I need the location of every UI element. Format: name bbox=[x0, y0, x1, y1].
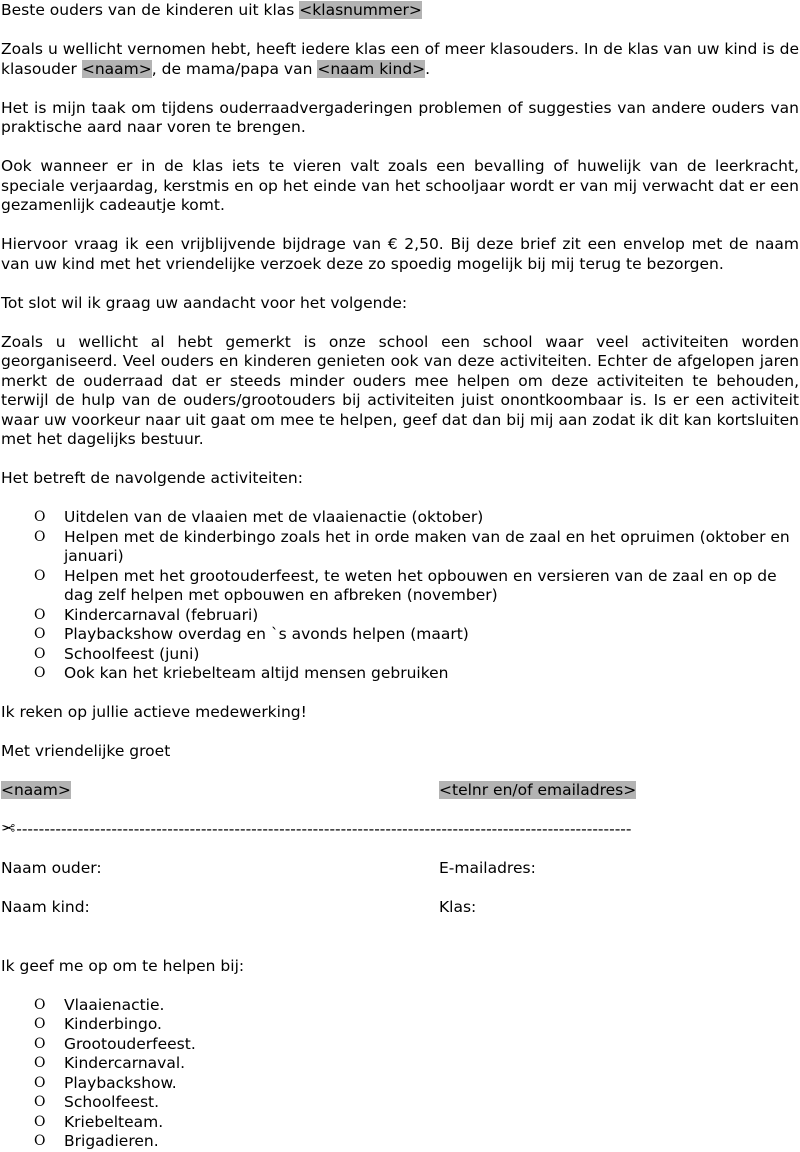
activity-text: Kindercarnaval (februari) bbox=[64, 605, 259, 624]
option-label: Kindercarnaval. bbox=[64, 1054, 186, 1072]
bullet-icon: O bbox=[34, 528, 46, 545]
list-item bbox=[1, 508, 799, 528]
list-item[interactable] bbox=[1, 1093, 799, 1113]
intro-text-middle: , de mama/papa van bbox=[151, 59, 318, 78]
signup-intro: Ik geef me op om te helpen bij: bbox=[1, 956, 245, 975]
cut-line bbox=[1, 820, 793, 840]
activity-text: Schoolfeest (juni) bbox=[64, 644, 200, 663]
activity-text: Ook kan het kriebelteam altijd mensen gebruiken bbox=[64, 664, 449, 682]
option-label: Schoolfeest. bbox=[64, 1093, 160, 1111]
option-label: Playbackshow. bbox=[64, 1073, 177, 1092]
signature-name-placeholder: <naam> bbox=[1, 781, 71, 799]
letter-page bbox=[1, 1, 799, 1152]
list-item[interactable] bbox=[1, 1015, 799, 1035]
bullet-icon: O bbox=[34, 567, 46, 584]
parent-name-label: Naam ouder: bbox=[1, 859, 102, 877]
intro-paragraph bbox=[1, 40, 799, 79]
list-item bbox=[1, 625, 799, 645]
child-name-label: Naam kind: bbox=[1, 898, 90, 916]
signup-options-list bbox=[1, 996, 799, 1152]
child-name-placeholder: <naam kind> bbox=[317, 59, 426, 78]
list-item[interactable] bbox=[1, 1035, 799, 1055]
option-circle-icon[interactable]: O bbox=[34, 1094, 46, 1110]
list-item bbox=[1, 645, 799, 665]
intro-text-end: . bbox=[425, 59, 431, 78]
bullet-icon: O bbox=[34, 626, 46, 642]
activities-intro: Het betreft de navolgende activiteiten: bbox=[1, 469, 303, 487]
task-paragraph: Het is mijn taak om tijdens ouderraadvergaderingen problemen of suggesties van andere ouders van praktische aard naar voren te brengen. bbox=[1, 98, 799, 136]
greeting-text: Beste ouders van de kinderen uit klas bbox=[1, 1, 300, 19]
option-circle-icon[interactable]: O bbox=[34, 1035, 46, 1052]
bullet-icon: O bbox=[34, 606, 46, 623]
activity-text: Helpen met het grootouderfeest, te weten het opbouwen en versieren van de zaal en op de dag zelf helpen met opbouwen en afbreken (november) bbox=[64, 566, 777, 604]
option-label: Vlaaienactie. bbox=[64, 995, 165, 1014]
attention-paragraph: Tot slot wil ik graag uw aandacht voor het volgende: bbox=[1, 293, 408, 312]
activity-text: Uitdelen van de vlaaien met de vlaaienactie (oktober) bbox=[64, 508, 484, 526]
activities-paragraph: Zoals u wellicht al hebt gemerkt is onze school een school waar veel activiteiten worden georganiseerd. Veel ouders en kinderen genieten ook van deze activiteiten. Echter de afgelopen jaren merkt de ouderraad dat er steeds minder ouders mee helpen om deze activiteiten te behouden, terwijl de hulp van de ouders/grootouders bij activiteiten juist onontkoombaar is. Is er een activiteit waar uw voorkeur naar uit gaat om mee te helpen, geef dat dan bij mij aan zodat ik dit kan kortsluiten met het dagelijks bestuur. bbox=[1, 332, 799, 448]
activity-text: Helpen met de kinderbingo zoals het in orde maken van de zaal en het opruimen (oktober en januari) bbox=[64, 527, 790, 565]
activities-list bbox=[1, 508, 799, 684]
bullet-icon: O bbox=[34, 645, 46, 662]
celebration-paragraph: Ook wanneer er in de klas iets te vieren valt zoals een bevalling of huwelijk van de leerkracht, speciale verjaardag, kerstmis en op het einde van het schooljaar wordt er van mij verwacht dat er een gezamenlijk cadeautje komt. bbox=[1, 157, 799, 214]
bullet-icon: O bbox=[34, 509, 46, 525]
class-number-placeholder: <klasnummer> bbox=[299, 1, 422, 19]
email-label: E-mailadres: bbox=[439, 859, 536, 877]
class-label: Klas: bbox=[439, 898, 477, 916]
class-parent-name-placeholder: <naam> bbox=[81, 59, 152, 78]
list-item bbox=[1, 528, 799, 567]
list-item bbox=[1, 567, 799, 606]
option-label: Grootouderfeest. bbox=[64, 1034, 196, 1053]
option-label: Brigadieren. bbox=[64, 1132, 159, 1150]
option-circle-icon[interactable]: O bbox=[34, 1133, 46, 1149]
closing-line: Ik reken op jullie actieve medewerking! bbox=[1, 703, 307, 721]
list-item[interactable] bbox=[1, 1054, 799, 1074]
greeting-line bbox=[1, 1, 799, 21]
intro-text: Zoals u wellicht vernomen hebt, heeft iedere klas een of meer klasouders. In de klas van uw kind is de klasouder bbox=[1, 40, 799, 78]
activity-text: Playbackshow overdag en `s avonds helpen (maart) bbox=[64, 625, 469, 643]
list-item[interactable] bbox=[1, 1113, 799, 1133]
option-circle-icon[interactable]: O bbox=[34, 1016, 46, 1032]
form-row-names bbox=[1, 859, 799, 879]
option-label: Kinderbingo. bbox=[64, 1015, 162, 1033]
bullet-icon: O bbox=[34, 665, 46, 681]
contribution-paragraph: Hiervoor vraag ik een vrijblijvende bijdrage van € 2,50. Bij deze brief zit een envelop met de naam van uw kind met het vriendelijke verzoek deze zo spoedig mogelijk bij mij terug te bezorgen. bbox=[1, 235, 799, 273]
list-item bbox=[1, 606, 799, 626]
option-circle-icon[interactable]: O bbox=[34, 1074, 46, 1091]
signature-row bbox=[1, 781, 799, 801]
signature-contact-placeholder: <telnr en/of emailadres> bbox=[439, 781, 637, 799]
dashed-line: -------------------------------------------------------------------------------------------------------------- bbox=[16, 820, 632, 838]
option-circle-icon[interactable]: O bbox=[34, 1113, 46, 1130]
option-circle-icon[interactable]: O bbox=[34, 996, 46, 1013]
option-circle-icon[interactable]: O bbox=[34, 1055, 46, 1071]
form-row-child bbox=[1, 898, 799, 918]
option-label: Kriebelteam. bbox=[64, 1112, 164, 1131]
list-item[interactable] bbox=[1, 1132, 799, 1152]
list-item bbox=[1, 664, 799, 684]
scissors-icon: ✂ bbox=[1, 820, 16, 839]
regards-line: Met vriendelijke groet bbox=[1, 742, 171, 760]
list-item[interactable] bbox=[1, 1074, 799, 1094]
list-item[interactable] bbox=[1, 996, 799, 1016]
